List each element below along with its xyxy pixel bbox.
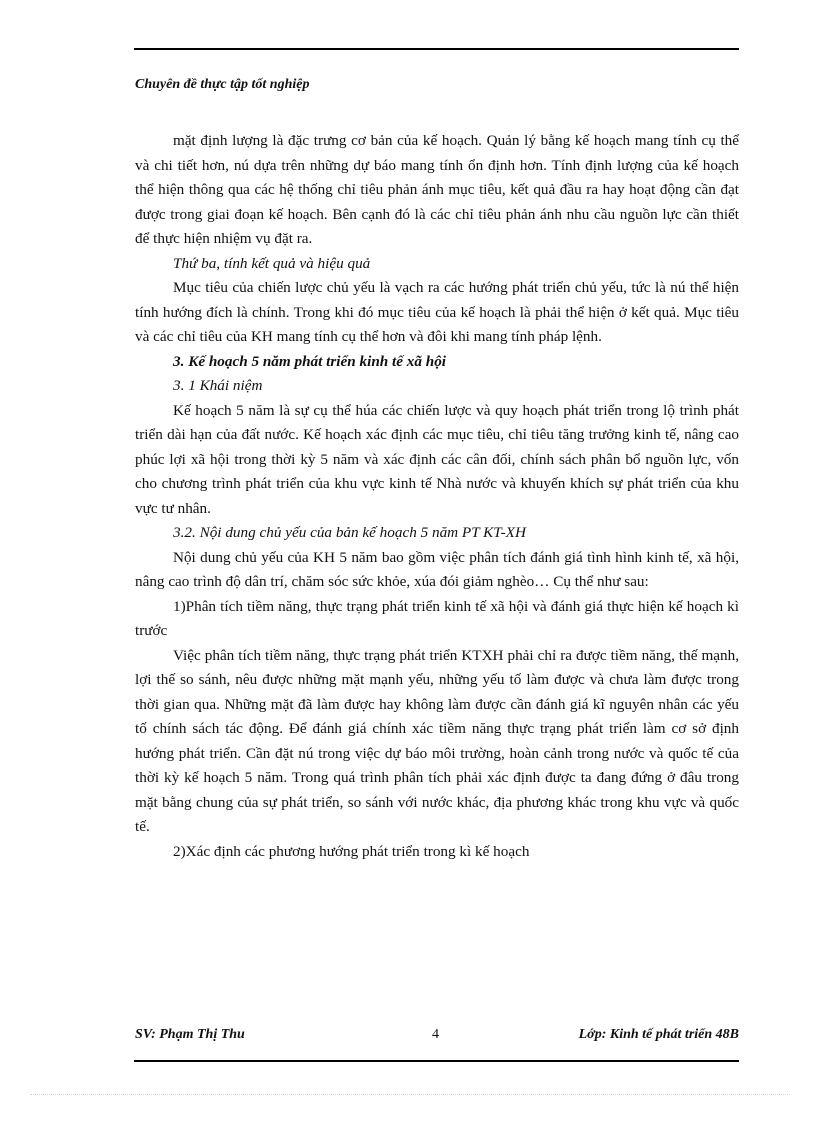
subheading-3-2: 3.2. Nội dung chủ yếu của bản kế hoạch 5 năm PT KT-XH [173, 524, 526, 541]
section-heading-3: 3. Kế hoạch 5 năm phát triển kinh tế xã hội [173, 352, 447, 370]
page-break-dotted-line [30, 1094, 790, 1095]
subheading-third-point: Thứ ba, tính kết quả và hiệu quả [173, 254, 371, 272]
paragraph-1: mặt định lượng là đặc trưng cơ bản của kế hoạch. Quản lý bằng kế hoạch mang tính cụ thể và chi tiết hơn, nú dựa trên những dự báo mang tính ổn định hơn. Tính định lượng của kế hoạch thể hiện thông qua các hệ thống chỉ tiêu phản ánh mục tiêu, kết quả đầu ra hay hoạt động cần đạt được trong giai đoạn kế hoạch. Bên cạnh đó là các chỉ tiêu phản ánh nhu cầu nguồn lực cần thiết để thực hiện nhiệm vụ đặt ra. [135, 132, 739, 247]
footer-student-name: SV: Phạm Thị Thu [135, 1027, 245, 1042]
subheading-3-1: 3. 1 Khái niệm [173, 377, 263, 394]
list-item-2: 2)Xác định các phương hướng phát triển trong kì kế hoạch [173, 842, 530, 860]
list-item-1: 1)Phân tích tiềm năng, thực trạng phát triển kinh tế xã hội và đánh giá thực hiện kế hoạch kì trước [135, 597, 739, 639]
footer-class-label: Lớp: Kinh tế phát triển 48B [578, 1027, 739, 1042]
paragraph-5: Việc phân tích tiềm năng, thực trạng phát triển KTXH phải chỉ ra được tiềm năng, thế mạnh, lợi thế so sánh, nêu được những mặt mạnh yếu, những yếu tố làm được và chưa làm được trong thời gian qua. Những mặt đã làm được hay không làm được cần đánh giá kĩ nguyên nhân các yếu tố chính sách tác động. Để đánh giá chính xác tiềm năng thực trạng phát triển làm cơ sở định hướng phát triển. Cần đặt nú trong việc dự báo môi trường, hoàn cảnh trong nước và quốc tế của thời kỳ kế hoạch 5 năm. Trong quá trình phân tích phải xác định được ta đang đứng ở đâu trong mặt bằng chung của sự phát triển, so sánh với nước khác, địa phương khác trong khu vực và quốc tế. [135, 646, 739, 835]
document-body [135, 129, 739, 864]
paragraph-3: Kế hoạch 5 năm là sự cụ thể húa các chiến lược và quy hoạch phát triển trong lộ trình phát triển dài hạn của đất nước. Kế hoạch xác định các mục tiêu, chỉ tiêu tăng trưởng kinh tế, nâng cao phúc lợi xã hội trong thời kỳ 5 năm và xác định các cân đối, chính sách phân bổ nguồn lực, vốn cho chương trình phát triển của khu vực kinh tế Nhà nước và khuyến khích sự phát triển của khu vực tư nhân. [135, 401, 739, 517]
page-header-title: Chuyên đề thực tập tốt nghiệp [135, 77, 310, 92]
footer-page-number: 4 [432, 1027, 439, 1042]
page-footer [135, 1027, 739, 1049]
header-rule [134, 48, 739, 50]
footer-rule [134, 1060, 739, 1062]
paragraph-4: Nội dung chủ yếu của KH 5 năm bao gồm việc phân tích đánh giá tình hình kinh tế, xã hội, nâng cao trình độ dân trí, chăm sóc sức khỏe, xúa đói giảm nghèo… Cụ thể như sau: [135, 548, 739, 590]
paragraph-2: Mục tiêu của chiến lược chủ yếu là vạch ra các hướng phát triển chủ yếu, tức là nú thể hiện tính hướng đích là chính. Trong khi đó mục tiêu của kế hoạch là phải thể hiện ở kết quả. Mục tiêu và các chỉ tiêu của KH mang tính cụ thể hơn và đôi khi mang tính pháp lệnh. [135, 279, 739, 345]
